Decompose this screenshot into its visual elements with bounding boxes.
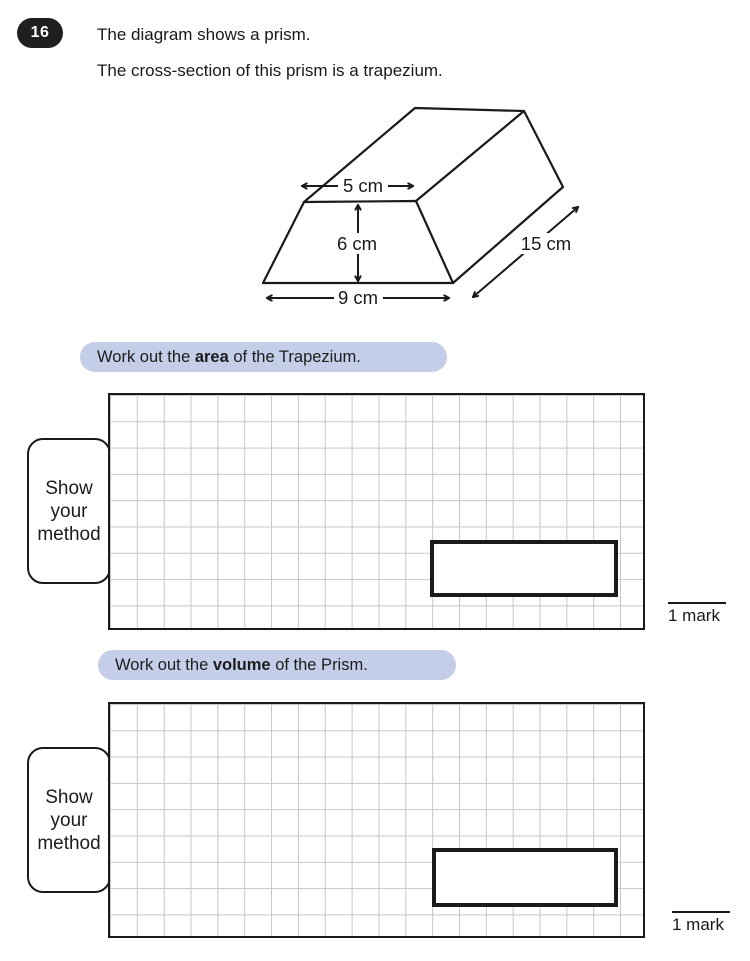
dim-label-depth: 15 cm (520, 233, 572, 254)
prompt-volume-prefix: Work out the (115, 656, 213, 674)
method-tab-line: your (50, 809, 88, 831)
mark-label-text: 1 mark (668, 606, 720, 625)
mark-label-text: 1 mark (672, 915, 724, 934)
prompt-area (80, 342, 447, 372)
method-tab-line: method (37, 832, 101, 854)
method-tab-line: Show (45, 477, 93, 499)
prism-side-edges (453, 111, 563, 283)
prompt-volume-suffix: of the Prism. (270, 656, 368, 674)
prompt-area-suffix: of the Trapezium. (228, 348, 361, 366)
mark-label-volume (672, 911, 730, 935)
prompt-volume-keyword: volume (212, 656, 271, 674)
method-tab-line: method (37, 523, 101, 545)
dim-label-top-width: 5 cm (342, 175, 384, 196)
question-text-line1: The diagram shows a prism. (97, 25, 311, 44)
prompt-area-keyword: area (194, 348, 229, 366)
prompt-area-prefix: Work out the (97, 348, 195, 366)
question-text-line2: The cross-section of this prism is a trapezium. (97, 61, 443, 80)
method-tab-line: Show (45, 786, 93, 808)
method-tab-line: your (50, 500, 88, 522)
prompt-volume (98, 650, 456, 680)
dim-label-bottom-width: 9 cm (337, 287, 379, 308)
prism-diagram (240, 88, 610, 323)
method-tab-area (27, 438, 111, 584)
dim-label-height: 6 cm (336, 233, 378, 254)
prism-top-face (304, 108, 524, 202)
question-number-badge: 16 (17, 18, 63, 48)
method-tab-volume (27, 747, 111, 893)
answer-box-area[interactable] (430, 540, 618, 597)
answer-box-volume[interactable] (432, 848, 618, 907)
mark-label-area (668, 602, 726, 626)
